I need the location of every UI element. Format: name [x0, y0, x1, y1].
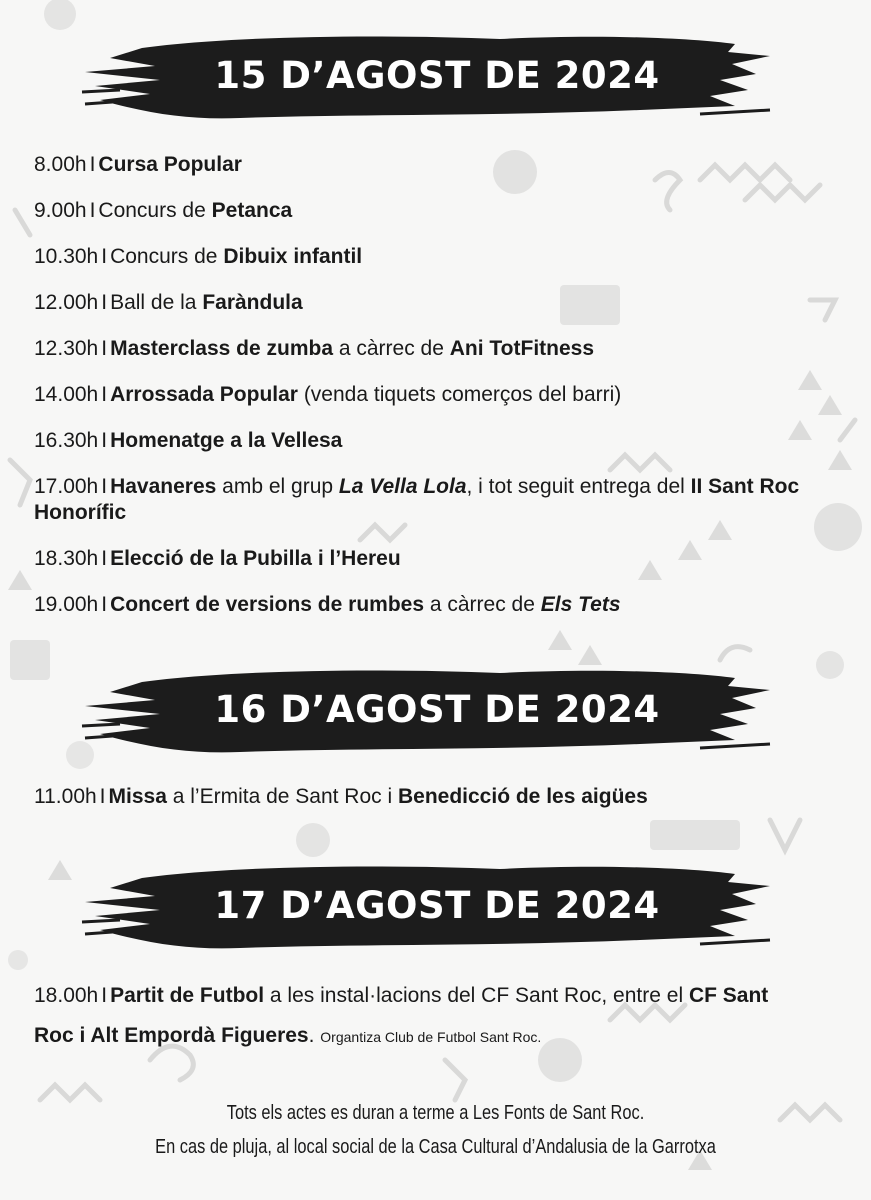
time-separator: I — [101, 245, 108, 268]
event-highlight: La Vella Lola — [338, 475, 467, 498]
event-text: , i tot seguit entrega del — [466, 475, 691, 498]
event-time: 19.00h — [34, 593, 99, 616]
event-time: 8.00h — [34, 153, 87, 176]
event-time: 17.00h — [34, 475, 99, 498]
event-item — [34, 592, 844, 618]
banner-title: 17 D’AGOST DE 2024 — [214, 884, 660, 927]
time-separator: I — [101, 291, 108, 314]
time-separator: I — [99, 785, 106, 808]
footer-line-1: Tots els actes es duran a terme a Les Fonts de Sant Roc. — [226, 1102, 645, 1124]
event-highlight: Benedicció de les aigües — [397, 785, 648, 808]
event-item — [34, 336, 844, 362]
footer-note — [78, 1096, 792, 1164]
event-text: amb el grup — [216, 475, 339, 498]
event-highlight: Faràndula — [202, 291, 303, 314]
events-list-15 — [34, 152, 844, 638]
time-separator: I — [101, 337, 108, 360]
event-item — [34, 474, 844, 526]
banner-title: 16 D’AGOST DE 2024 — [214, 688, 660, 731]
event-highlight: Masterclass de zumba — [110, 337, 334, 360]
organizer-note: Organtiza Club de Futbol Sant Roc. — [320, 1029, 542, 1045]
event-text: . — [308, 1024, 321, 1047]
event-highlight: Petanca — [211, 199, 293, 222]
event-highlight: Dibuix infantil — [223, 245, 363, 268]
events-list-17 — [34, 976, 794, 1077]
event-text: a càrrec de — [424, 593, 541, 616]
event-time: 14.00h — [34, 383, 99, 406]
event-highlight: Arrossada Popular — [110, 383, 298, 406]
event-time: 18.00h — [34, 984, 99, 1007]
event-time: 11.00h — [34, 785, 97, 808]
event-text: (venda tiquets comerços del barri) — [297, 383, 622, 406]
time-separator: I — [101, 547, 108, 570]
time-separator: I — [101, 984, 108, 1007]
event-text: Ball de la — [110, 291, 203, 314]
event-highlight: Concert de versions de rumbes — [110, 593, 425, 616]
event-item — [34, 382, 844, 408]
date-banner-15 — [80, 30, 780, 122]
event-time: 12.00h — [34, 291, 99, 314]
event-highlight: Cursa Popular — [98, 153, 242, 176]
time-separator: I — [101, 593, 108, 616]
event-highlight: Els Tets — [540, 593, 621, 616]
event-text: a les instal·lacions del CF Sant Roc, entre el — [264, 984, 689, 1007]
event-time: 18.30h — [34, 547, 99, 570]
event-time: 9.00h — [34, 199, 87, 222]
event-item — [34, 784, 844, 810]
event-time: 10.30h — [34, 245, 99, 268]
banner-title: 15 D’AGOST DE 2024 — [214, 54, 660, 97]
event-highlight: Partit de Futbol — [110, 984, 265, 1007]
event-time: 16.30h — [34, 429, 99, 452]
event-text: a l’Ermita de Sant Roc i — [166, 785, 398, 808]
event-text: Concurs de — [110, 245, 224, 268]
time-separator: I — [89, 153, 96, 176]
time-separator: I — [101, 475, 108, 498]
event-highlight: Missa — [108, 785, 167, 808]
time-separator: I — [101, 429, 108, 452]
events-list-16 — [34, 784, 844, 830]
event-item — [34, 976, 794, 1057]
time-separator: I — [89, 199, 96, 222]
date-banner-17 — [80, 860, 780, 952]
event-item — [34, 546, 844, 572]
date-banner-16 — [80, 664, 780, 756]
event-highlight: II Sant Roc Honorífic — [34, 475, 806, 524]
time-separator: I — [101, 383, 108, 406]
event-highlight: Havaneres — [110, 475, 217, 498]
event-item — [34, 198, 844, 224]
event-highlight: Ani TotFitness — [449, 337, 595, 360]
event-item — [34, 152, 844, 178]
event-time: 12.30h — [34, 337, 99, 360]
event-highlight: Elecció de la Pubilla i l’Hereu — [110, 547, 401, 570]
footer-line-2: En cas de pluja, al local social de la Casa Cultural d’Andalusia de la Garrotxa — [155, 1136, 716, 1158]
event-highlight: CF Sant Roc i Alt Empordà Figueres — [34, 984, 775, 1047]
event-item — [34, 428, 844, 454]
event-item — [34, 290, 844, 316]
event-highlight: Homenatge a la Vellesa — [110, 429, 343, 452]
event-text: a càrrec de — [333, 337, 450, 360]
event-text: Concurs de — [98, 199, 212, 222]
event-item — [34, 244, 844, 270]
